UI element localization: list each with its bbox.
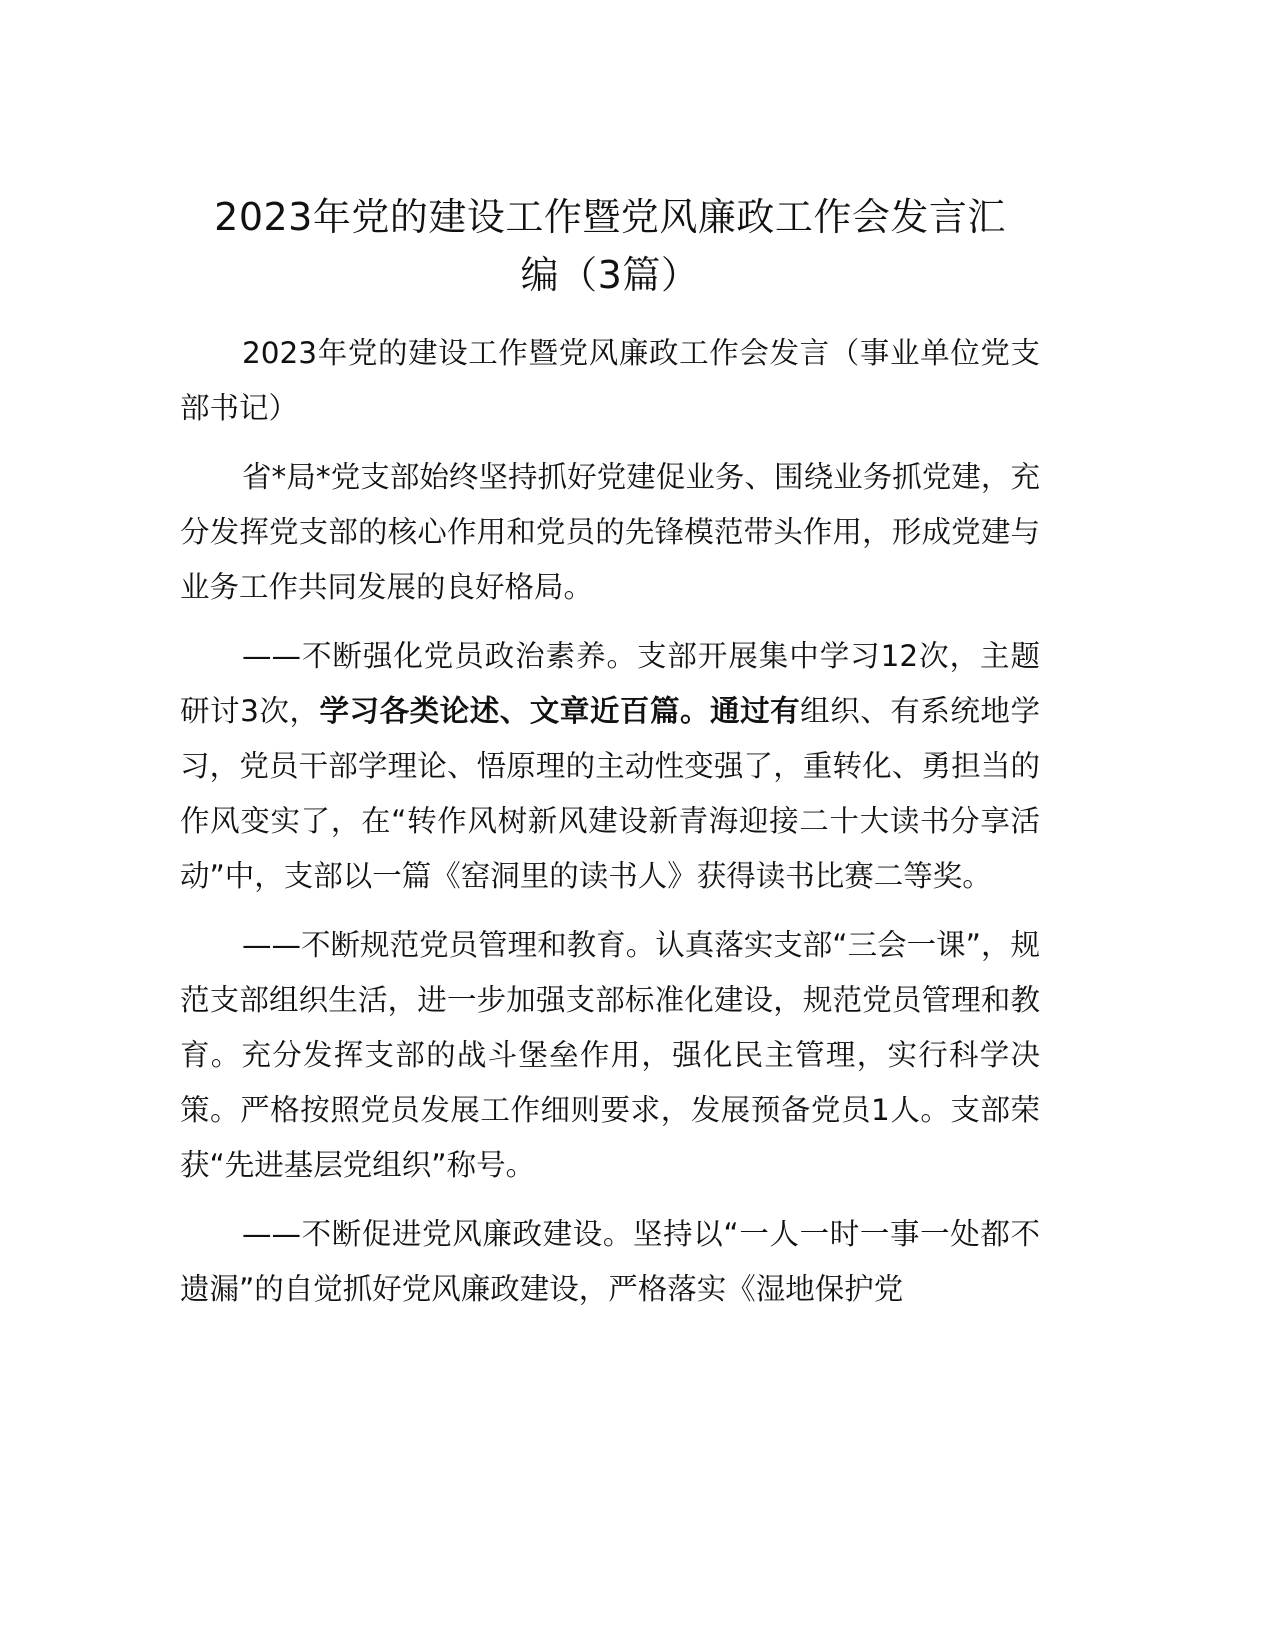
paragraph-member-management: ——不断规范党员管理和教育。认真落实支部“三会一课”，规范支部组织生活，进一步加强支部标准化建设，规范党员管理和教育。充分发挥支部的战斗堡垒作用，强化民主管理，实行科学决策。严格按照党员发展工作细则要求，发展预备党员1人。支部荣获“先进基层党组织”称号。 xyxy=(180,928,1040,1182)
paragraph-integrity-building: ——不断促进党风廉政建设。坚持以“一人一时一事一处都不遗漏”的自觉抓好党风廉政建设，严格落实《湿地保护党 xyxy=(180,1217,1040,1306)
paragraph-emphasized-text: 学习各类论述、文章近百篇。通过有 xyxy=(319,694,801,728)
paragraph-lead-text: ——不断强化党员政治素养。支部开展集中学习12次，主题研讨3次， xyxy=(180,639,1040,728)
title-line-1: 2023年党的建设工作暨党风廉政工作会发言汇 xyxy=(214,195,1006,239)
paragraph-political-literacy xyxy=(180,629,1040,904)
paragraph-rest-text: 组织、有系统地学习，党员干部学理论、悟原理的主动性变强了，重转化、勇担当的作风变实了，在“转作风树新风建设新青海迎接二十大读书分享活动”中，支部以一篇《窑洞里的读书人》获得读书比赛二等奖。 xyxy=(180,694,1040,893)
paragraph-intro: 省*局*党支部始终坚持抓好党建促业务、围绕业务抓党建，充分发挥党支部的核心作用和党员的先锋模范带头作用，形成党建与业务工作共同发展的良好格局。 xyxy=(180,460,1040,604)
document-subtitle: 2023年党的建设工作暨党风廉政工作会发言（事业单位党支部书记） xyxy=(180,336,1040,425)
title-line-2: 编（3篇） xyxy=(520,253,700,297)
document-title xyxy=(180,188,1040,304)
document-body xyxy=(180,188,1040,1317)
